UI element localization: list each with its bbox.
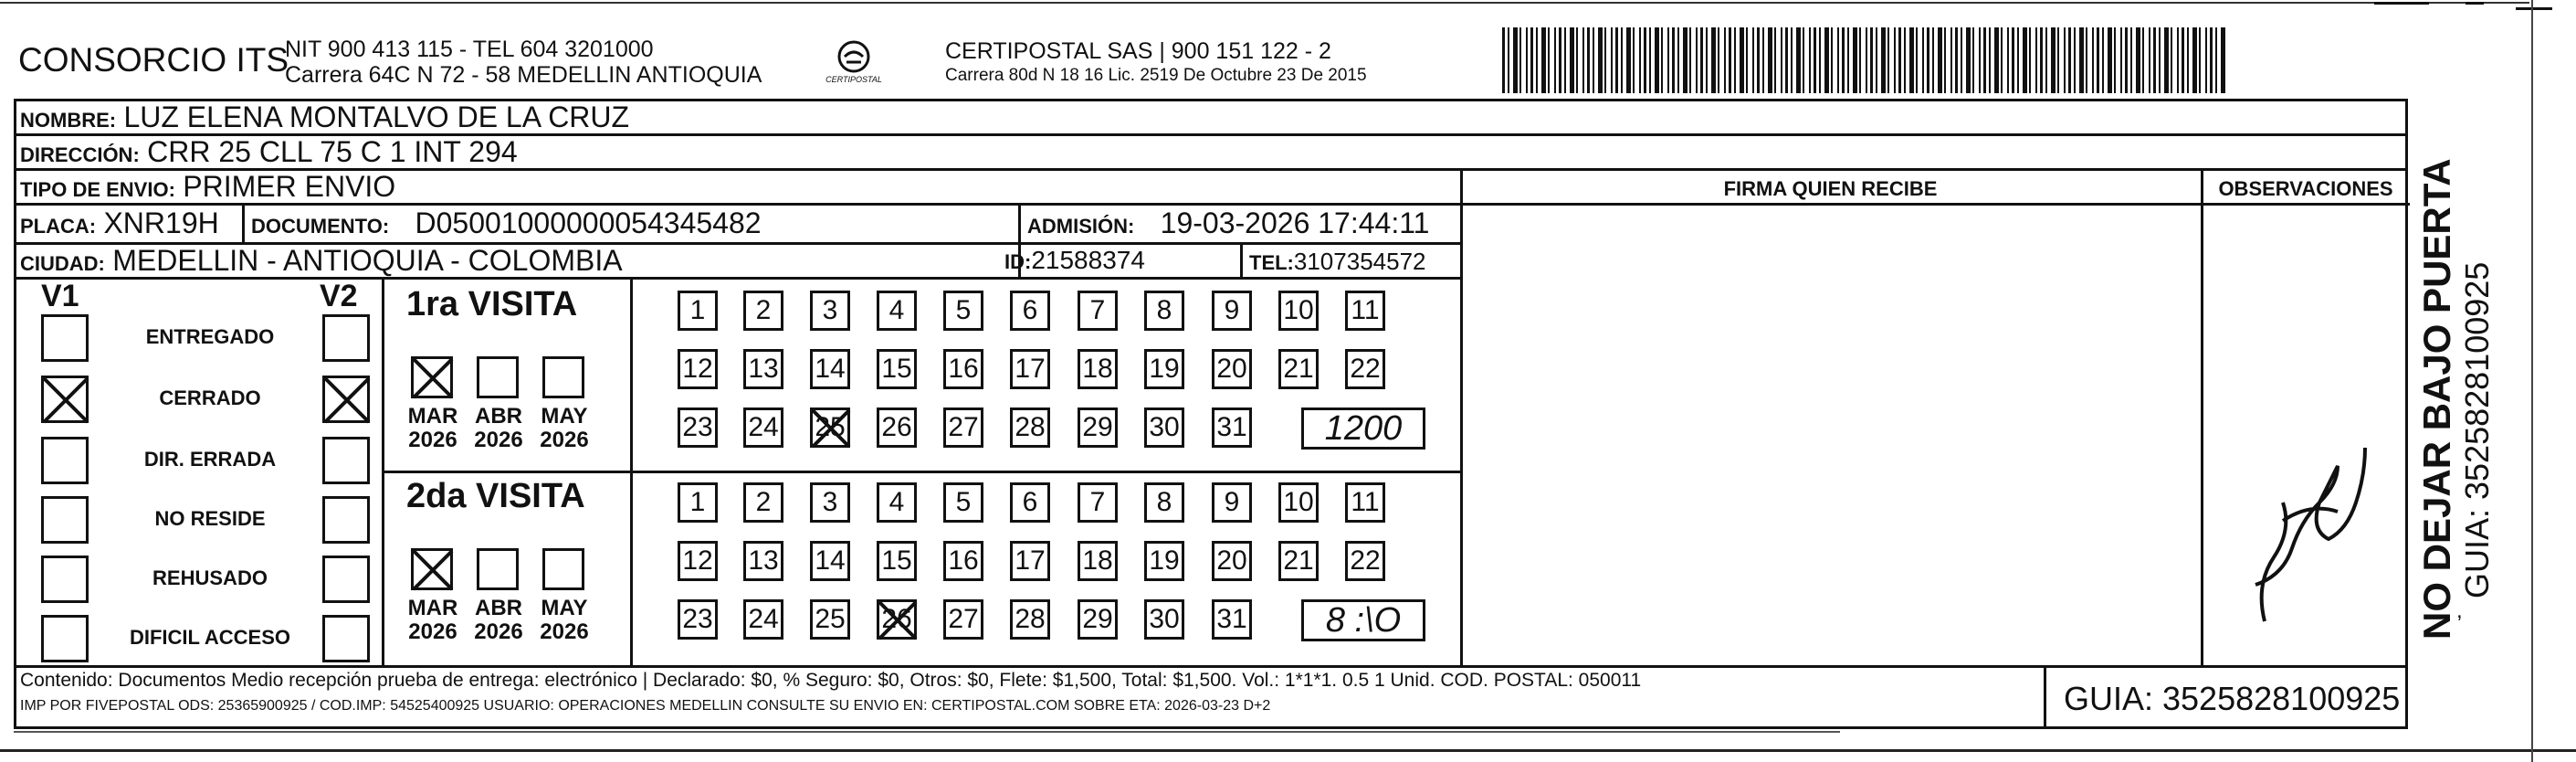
barcode xyxy=(1502,27,2225,93)
admision-row xyxy=(1027,206,1429,240)
rule xyxy=(630,277,633,665)
v1-checkbox[interactable] xyxy=(41,615,89,662)
nombre-row xyxy=(20,101,629,134)
status-label: CERRADO xyxy=(159,386,261,409)
first-visit-title: 1ra VISITA xyxy=(406,285,578,323)
signature-scribble xyxy=(2228,402,2392,630)
day-box[interactable]: 11 xyxy=(1345,291,1385,331)
day-box[interactable]: 29 xyxy=(1078,599,1118,640)
day-box[interactable]: 19 xyxy=(1144,349,1184,389)
day-box[interactable]: 29 xyxy=(1078,407,1118,448)
admision-label: ADMISIÓN: xyxy=(1027,215,1135,238)
firma-header: FIRMA QUIEN RECIBE xyxy=(1723,177,1938,200)
scan-right-edge xyxy=(2531,0,2533,762)
rule xyxy=(382,471,1460,473)
day-box[interactable]: 22 xyxy=(1345,541,1385,581)
certipostal-logo-text: CERTIPOSTAL xyxy=(825,75,882,84)
month-year: 2026 xyxy=(540,428,589,452)
check-x-icon xyxy=(410,355,456,401)
nit-line: NIT 900 413 115 - TEL 604 3201000 xyxy=(285,37,654,62)
v1-checkbox[interactable] xyxy=(41,376,89,423)
scan-bottom-edge xyxy=(0,749,2576,752)
day-box[interactable]: 12 xyxy=(678,541,718,581)
documento-value: D05001000000054345482 xyxy=(415,206,762,239)
ciudad-label: CIUDAD: xyxy=(20,252,105,275)
day-box[interactable]: 6 xyxy=(1010,482,1050,523)
company-name: CONSORCIO ITS xyxy=(18,41,289,79)
tel-label: TEL: xyxy=(1249,251,1294,274)
month-year: 2026 xyxy=(540,619,589,644)
day-box[interactable]: 23 xyxy=(678,599,718,640)
status-label: DIR. ERRADA xyxy=(143,448,277,471)
direccion-label: DIRECCIÓN: xyxy=(20,143,140,166)
v1-checkbox[interactable] xyxy=(41,314,89,362)
month-label: MAR xyxy=(407,404,458,429)
status-label: REHUSADO xyxy=(152,566,268,589)
check-x-icon xyxy=(876,598,920,642)
id-value: 21588374 xyxy=(1031,246,1145,274)
day-box[interactable]: 4 xyxy=(877,291,917,331)
day-box[interactable]: 1 xyxy=(678,291,718,331)
footer-line2: IMP POR FIVEPOSTAL ODS: 25365900925 / COD.IMP: 54525400925 USUARIO: OPERACIONES MEDELLIN CONSULTE SU ENVIO EN: CERTIPOSTAL.COM SOBRE ETA: 2026-03-23 D+2 xyxy=(20,698,1271,714)
day-box[interactable]: 26 xyxy=(877,407,917,448)
v2-checkbox[interactable] xyxy=(322,314,370,362)
v2-checkbox[interactable] xyxy=(322,496,370,544)
v1-label: V1 xyxy=(41,279,79,313)
v2-checkbox[interactable] xyxy=(322,556,370,603)
month-checkbox[interactable] xyxy=(411,548,453,590)
check-x-icon xyxy=(410,547,456,593)
month-label: MAY xyxy=(541,596,588,620)
tel-value: 3107354572 xyxy=(1293,248,1426,275)
month-label: ABR xyxy=(475,596,522,620)
day-box[interactable]: 14 xyxy=(810,541,850,581)
direccion-row xyxy=(20,135,518,169)
day-box[interactable]: 21 xyxy=(1278,349,1319,389)
time-box[interactable]: 1200 xyxy=(1301,407,1425,450)
documento-row xyxy=(251,206,762,240)
scan-mark xyxy=(2466,2,2484,5)
time-box[interactable]: 8 :\O xyxy=(1301,599,1425,641)
guia-vertical-text: GUIA: 3525828100925 xyxy=(2458,261,2496,598)
day-box[interactable]: 9 xyxy=(1212,291,1252,331)
day-box[interactable]: 17 xyxy=(1010,541,1050,581)
day-box[interactable]: 25 xyxy=(810,407,850,448)
day-box[interactable]: 10 xyxy=(1278,291,1319,331)
day-box[interactable]: 2 xyxy=(743,291,783,331)
month-checkbox[interactable] xyxy=(542,548,584,590)
day-box[interactable]: 19 xyxy=(1144,541,1184,581)
day-box[interactable]: 16 xyxy=(943,541,983,581)
day-box[interactable]: 13 xyxy=(743,349,783,389)
v2-checkbox[interactable] xyxy=(322,615,370,662)
observaciones-header: OBSERVACIONES xyxy=(2218,177,2393,200)
day-box[interactable]: 24 xyxy=(743,407,783,448)
admision-value: 19-03-2026 17:44:11 xyxy=(1160,206,1430,239)
month-year: 2026 xyxy=(474,428,523,452)
rule xyxy=(1460,203,2410,206)
day-box[interactable]: 3 xyxy=(810,482,850,523)
day-box[interactable]: 26 xyxy=(877,599,917,640)
id-label: ID: xyxy=(1004,250,1032,273)
month-checkbox[interactable] xyxy=(477,548,519,590)
check-x-icon xyxy=(40,375,91,426)
id-row xyxy=(1004,246,1145,275)
day-box[interactable]: 1 xyxy=(678,482,718,523)
month-label: MAY xyxy=(541,404,588,429)
tipo-row xyxy=(20,170,395,204)
status-label: ENTREGADO xyxy=(145,325,275,348)
day-box[interactable]: 23 xyxy=(678,407,718,448)
day-box[interactable]: 27 xyxy=(943,407,983,448)
day-box[interactable]: 8 xyxy=(1144,482,1184,523)
v1-checkbox[interactable] xyxy=(41,437,89,484)
month-checkbox[interactable] xyxy=(411,356,453,398)
day-box[interactable]: 13 xyxy=(743,541,783,581)
rule xyxy=(242,203,245,243)
day-box[interactable]: 28 xyxy=(1010,599,1050,640)
check-x-icon xyxy=(321,375,373,426)
month-checkbox[interactable] xyxy=(477,356,519,398)
v1-checkbox[interactable] xyxy=(41,496,89,544)
month-year: 2026 xyxy=(408,428,457,452)
day-box[interactable]: 25 xyxy=(810,599,850,640)
nombre-value: LUZ ELENA MONTALVO DE LA CRUZ xyxy=(123,101,630,133)
v2-checkbox[interactable] xyxy=(322,437,370,484)
documento-label: DOCUMENTO: xyxy=(251,215,390,238)
day-box[interactable]: 14 xyxy=(810,349,850,389)
nombre-label: NOMBRE: xyxy=(20,109,117,132)
day-box[interactable]: 22 xyxy=(1345,349,1385,389)
day-box[interactable]: 10 xyxy=(1278,482,1319,523)
month-year: 2026 xyxy=(408,619,457,644)
month-label: MAR xyxy=(407,596,458,620)
rule xyxy=(1240,242,1243,277)
ciudad-value: MEDELLIN - ANTIOQUIA - COLOMBIA xyxy=(112,244,623,277)
certipostal-line2: Carrera 80d N 18 16 Lic. 2519 De Octubre 23 De 2015 xyxy=(945,66,1367,85)
day-box[interactable]: 8 xyxy=(1144,291,1184,331)
month-label: ABR xyxy=(475,404,522,429)
day-box[interactable]: 31 xyxy=(1212,599,1252,640)
scan-bottom-line xyxy=(14,731,1840,733)
day-box[interactable]: 17 xyxy=(1010,349,1050,389)
day-box[interactable]: 31 xyxy=(1212,407,1252,448)
address-line: Carrera 64C N 72 - 58 MEDELLIN ANTIOQUIA xyxy=(285,62,762,88)
day-box[interactable]: 6 xyxy=(1010,291,1050,331)
day-box[interactable]: 7 xyxy=(1078,291,1118,331)
day-box[interactable]: 20 xyxy=(1212,541,1252,581)
tipo-value: PRIMER ENVIO xyxy=(183,170,396,203)
placa-label: PLACA: xyxy=(20,215,97,238)
day-box[interactable]: 24 xyxy=(743,599,783,640)
day-box[interactable]: 30 xyxy=(1144,407,1184,448)
day-box[interactable]: 15 xyxy=(877,541,917,581)
scan-mark xyxy=(2374,2,2429,5)
scan-mark xyxy=(2516,7,2552,10)
check-x-icon xyxy=(809,407,853,450)
v1-checkbox[interactable] xyxy=(41,556,89,603)
status-label: DIFICIL ACCESO xyxy=(129,626,290,649)
certipostal-logo xyxy=(822,37,886,91)
day-box[interactable]: 9 xyxy=(1212,482,1252,523)
v2-checkbox[interactable] xyxy=(322,376,370,423)
second-visit-title: 2da VISITA xyxy=(406,477,585,515)
day-box[interactable]: 2 xyxy=(743,482,783,523)
no-dejar-text: NO DEJAR BAJO PUERTA xyxy=(2415,158,2458,640)
status-label: NO RESIDE xyxy=(154,507,266,530)
certipostal-line1: CERTIPOSTAL SAS | 900 151 122 - 2 xyxy=(945,38,1331,64)
day-box[interactable]: 15 xyxy=(877,349,917,389)
direccion-value: CRR 25 CLL 75 C 1 INT 294 xyxy=(147,135,518,168)
rule xyxy=(1460,168,1463,665)
day-box[interactable]: 5 xyxy=(943,482,983,523)
v2-label: V2 xyxy=(320,279,358,313)
ciudad-row xyxy=(20,244,623,278)
day-box[interactable]: 5 xyxy=(943,291,983,331)
day-box[interactable]: 4 xyxy=(877,482,917,523)
day-box[interactable]: 28 xyxy=(1010,407,1050,448)
month-year: 2026 xyxy=(474,619,523,644)
day-box[interactable]: 21 xyxy=(1278,541,1319,581)
scan-top-line xyxy=(0,2,2529,4)
side-dot: , xyxy=(2456,598,2463,623)
tel-row xyxy=(1249,248,1426,276)
day-box[interactable]: 20 xyxy=(1212,349,1252,389)
month-checkbox[interactable] xyxy=(542,356,584,398)
rule xyxy=(2201,168,2203,665)
day-box[interactable]: 27 xyxy=(943,599,983,640)
tipo-label: TIPO DE ENVIO: xyxy=(20,178,175,201)
footer-guia: GUIA: 3525828100925 xyxy=(2064,680,2401,717)
placa-value: XNR19H xyxy=(103,206,219,239)
day-box[interactable]: 7 xyxy=(1078,482,1118,523)
placa-row xyxy=(20,206,219,240)
day-box[interactable]: 11 xyxy=(1345,482,1385,523)
day-box[interactable]: 30 xyxy=(1144,599,1184,640)
day-box[interactable]: 3 xyxy=(810,291,850,331)
day-box[interactable]: 18 xyxy=(1078,541,1118,581)
day-box[interactable]: 12 xyxy=(678,349,718,389)
day-box[interactable]: 18 xyxy=(1078,349,1118,389)
footer-line1: Contenido: Documentos Medio recepción prueba de entrega: electrónico | Declarado: $0, % Seguro: $0, Otros: $0, Flete: $1,500, Total: $1,500. Vol.: 1*1*1. 0.5 1 Unid. COD. POSTAL: 050011 xyxy=(20,670,1642,691)
day-box[interactable]: 16 xyxy=(943,349,983,389)
